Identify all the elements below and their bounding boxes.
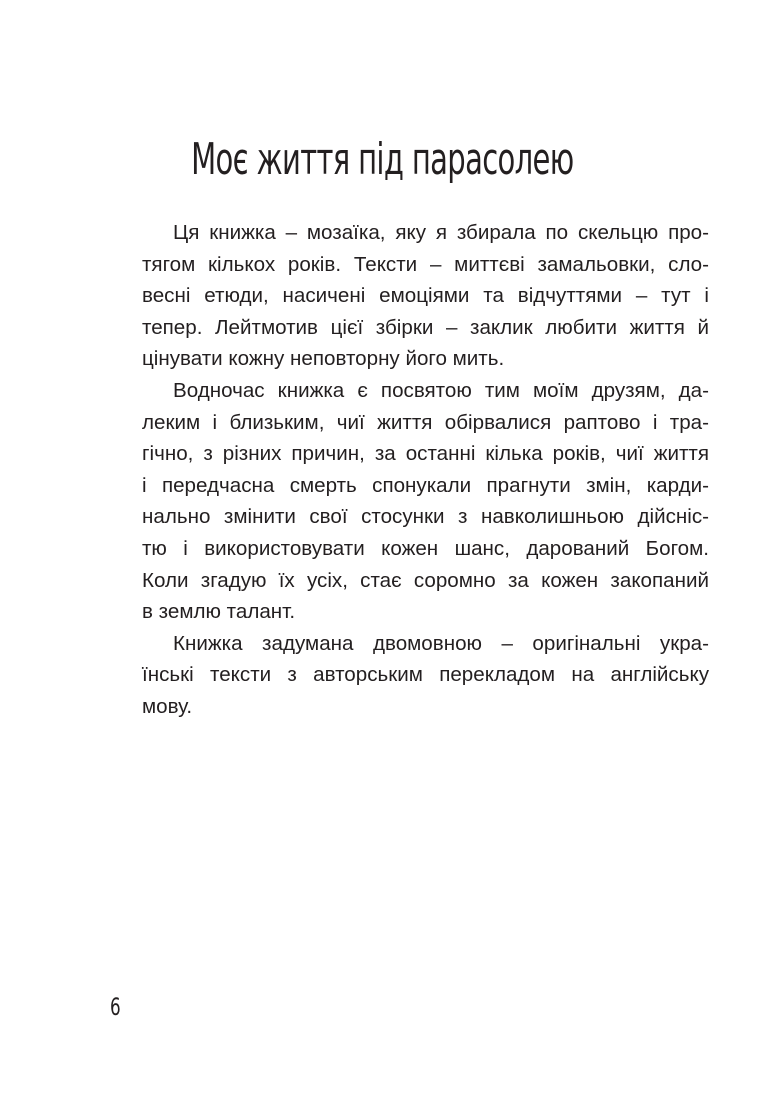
- text-line: Коли згадую їх усіх, стає соромно за кожен закопаний: [142, 568, 709, 592]
- paragraph-2: [142, 375, 709, 628]
- text-line: гічно, з різних причин, за останні кілька років, чиї життя: [142, 442, 709, 466]
- text-line: їнські тексти з авторським перекладом на англійську: [142, 663, 709, 687]
- text-line: і передчасна смерть спонукали прагнути змін, карди-: [142, 473, 709, 497]
- text-line: нально змінити свої стосунки з навколишньою дійсніс-: [142, 505, 709, 529]
- text-line: леким і близьким, чиї життя обірвалися раптово і тра-: [142, 410, 709, 434]
- text-line: тепер. Лейтмотив цієї збірки – заклик любити життя й: [142, 315, 709, 339]
- paragraph-1: [142, 217, 709, 375]
- text-line: весні етюди, насичені емоціями та відчуттями – тут і: [142, 284, 709, 308]
- text-line: Ця книжка – мозаїка, яку я збирала по скельцю про-: [173, 221, 709, 244]
- text-line: Водночас книжка є посвятою тим моїм друзям, да-: [173, 378, 709, 402]
- page-number: 6: [110, 993, 121, 1021]
- text-line: в землю талант.: [142, 600, 296, 624]
- text-line: Книжка задумана двомовною – оригінальні укра-: [173, 631, 709, 655]
- text-line: мову.: [142, 694, 193, 718]
- text-line: тягом кількох років. Тексти – миттєві замальовки, сло-: [142, 252, 709, 276]
- body-text: [142, 217, 709, 723]
- text-line: тю і використовувати кожен шанс, дарований Богом.: [142, 536, 709, 560]
- paragraph-3: [142, 628, 709, 723]
- page-title: Моє життя під парасолею: [191, 134, 574, 185]
- text-line: цінувати кожну неповторну його мить.: [142, 347, 505, 371]
